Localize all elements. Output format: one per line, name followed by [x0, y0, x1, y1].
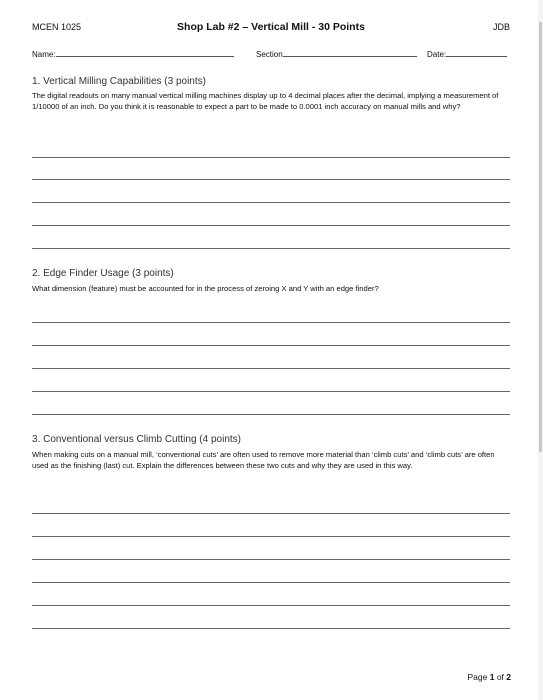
- answer-line[interactable]: [32, 513, 510, 514]
- page-title: Shop Lab #2 – Vertical Mill - 30 Points: [177, 21, 365, 33]
- answer-line[interactable]: [32, 368, 510, 369]
- answer-line[interactable]: [32, 202, 510, 203]
- section-blank[interactable]: [283, 48, 417, 57]
- answer-line[interactable]: [32, 536, 510, 537]
- question-1-text: The digital readouts on many manual vertical milling machines display up to 4 decimal places after the decimal, implying a measurement of 1/10000 of an inch. Do you think it is reasonable to expect a part to be made to 0.0001 inch accuracy on manual mills and why?: [32, 91, 499, 111]
- answer-line[interactable]: [32, 345, 510, 346]
- answer-line[interactable]: [32, 225, 510, 226]
- answer-line[interactable]: [32, 605, 510, 606]
- question-2-title: 2. Edge Finder Usage (3 points): [32, 268, 174, 279]
- answer-line[interactable]: [32, 391, 510, 392]
- answer-line[interactable]: [32, 414, 510, 415]
- section-field[interactable]: [256, 48, 417, 59]
- answer-line[interactable]: [32, 248, 510, 249]
- question-3-text: When making cuts on a manual mill, ‘conventional cuts’ are often used to remove more material than ‘climb cuts’ and ‘climb cuts’ are often used as the finishing (last) cut. Explain the differences between these two cuts and why they are used in this way.: [32, 450, 495, 470]
- author-initials: JDB: [492, 22, 510, 32]
- vertical-scrollbar[interactable]: [538, 0, 543, 700]
- question-1-title: 1. Vertical Milling Capabilities (3 points): [32, 76, 206, 87]
- question-3-title: 3. Conventional versus Climb Cutting (4 points): [32, 434, 241, 445]
- page-number: [468, 672, 512, 682]
- date-label: Date:: [427, 50, 447, 59]
- page-prefix: Page: [467, 672, 490, 682]
- answer-line[interactable]: [32, 559, 510, 560]
- page-header: [32, 22, 510, 36]
- name-label: Name:: [32, 50, 56, 59]
- date-blank[interactable]: [446, 48, 507, 57]
- answer-line[interactable]: [32, 628, 510, 629]
- student-info-row: [32, 48, 510, 60]
- course-code: MCEN 1025: [32, 22, 82, 32]
- name-blank[interactable]: [56, 48, 234, 57]
- answer-line[interactable]: [32, 582, 510, 583]
- answer-line[interactable]: [32, 179, 510, 180]
- name-field[interactable]: [32, 48, 234, 59]
- page-of: of: [494, 672, 507, 682]
- total-pages: 2: [506, 672, 511, 682]
- answer-line[interactable]: [32, 322, 510, 323]
- date-field[interactable]: [427, 48, 507, 59]
- answer-line[interactable]: [32, 157, 510, 158]
- section-label: Section: [256, 50, 283, 59]
- current-page: 1: [489, 672, 495, 682]
- question-2-text: What dimension (feature) must be accounted for in the process of zeroing X and Y with an edge finder?: [32, 284, 379, 293]
- scrollbar-thumb[interactable]: [539, 22, 542, 452]
